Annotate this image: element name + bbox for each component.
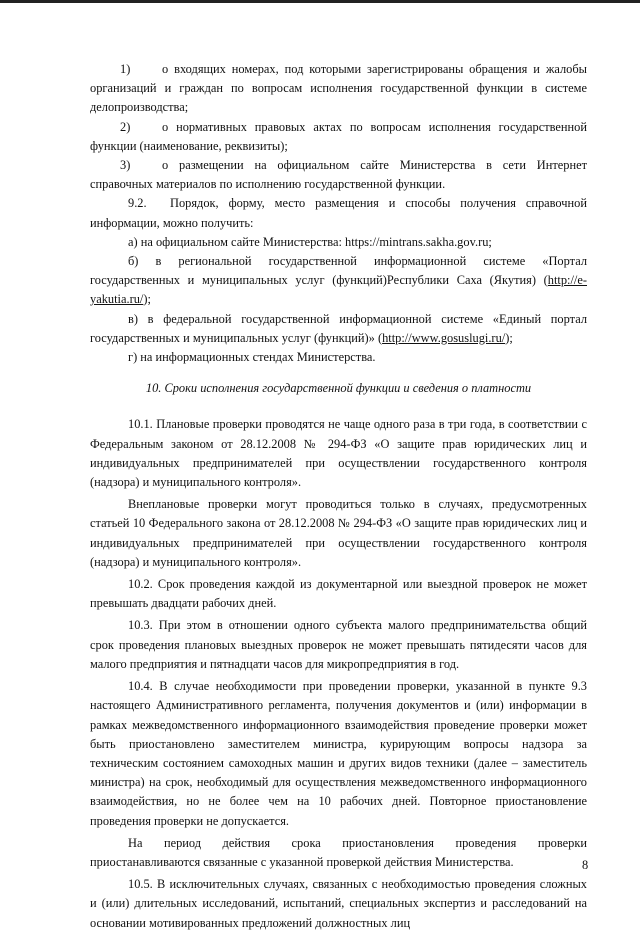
gosuslugi-link[interactable]: http://www.gosuslugi.ru/ (382, 330, 506, 345)
list-item-text: о нормативных правовых актах по вопросам исполнения государственной функции (наименование, реквизиты); (90, 119, 587, 153)
section-heading: 10. Сроки исполнения государственной функции и сведения о платности (145, 381, 532, 396)
list-item-number: 1) (120, 62, 131, 76)
top-border-line (0, 0, 640, 3)
list-item-a: а) на официальном сайте Министерства: https://mintrans.sakha.gov.ru; (128, 234, 492, 249)
document-page (90, 60, 587, 933)
list-item-g: г) на информационных стендах Министерства. (128, 350, 376, 365)
list-item-number: 2) (120, 119, 131, 134)
list-item-b (90, 252, 587, 310)
paragraph-10-1: 10.1. Плановые проверки проводятся не чаще одного раза в три года, в соответствии с Федеральным законом от 28.12.2008 № 294-ФЗ «О защите прав юридических лиц и индивидуальных предпринимателей при осуществлении государственного контроля (надзора) и муниципального контроля». (90, 417, 587, 490)
page-number: 8 (582, 858, 589, 872)
list-item-v (90, 310, 587, 348)
paragraph-period: На период действия срока приостановления проведения проверки приостанавливаются связанные с указанной проверкой действия Министерства. (90, 835, 587, 869)
list-item-2 (90, 118, 587, 156)
list-item-text: б) в региональной государственной информационной системе «Портал государственных и муниципальных услуг (функций)Республики Саха (Якутия) ( (90, 254, 587, 288)
list-item-text: в) в федеральной государственной информационной системе «Единый портал государственных и муниципальных услуг (функций)» ( (90, 311, 587, 345)
list-item-1 (90, 60, 587, 118)
paragraph-10-4: 10.4. В случае необходимости при проведении проверки, указанной в пункте 9.3 настоящего Административного регламента, получения документов и (или) информации в рамках межведомственного информационного взаимодействия проведение проверки может быть приостановлено заместителем министра, курирующим вопросы надзора за техническим состоянием самоходных машин и других видов техники (далее – заместитель министра) на срок, необходимый для осуществления межведомственного информационного взаимодействия, но не более чем на 10 рабочих дней. Повторное приостановление проведения проверки не допускается. (90, 679, 587, 828)
list-item-3 (90, 156, 587, 194)
paragraph-10-3: 10.3. При этом в отношении одного субъекта малого предпринимательства общий срок проведения плановых выездных проверок не может превышать пятидесяти часов для малого предприятия и пятнадцати часов для микропредприятия в год. (90, 618, 587, 671)
paragraph-9-2 (90, 194, 587, 232)
list-item-text: о размещении на официальном сайте Министерства в сети Интернет справочных материалов по исполнению государственной функции. (90, 158, 587, 192)
list-item-end: ); (143, 292, 151, 307)
list-item-number: 3) (120, 158, 131, 173)
paragraph-10-2: 10.2. Срок проведения каждой из документарной или выездной проверок не может превышать двадцати рабочих дней. (90, 577, 587, 611)
list-item-end: ); (505, 330, 513, 345)
e-yakutia-link[interactable]: http://e-yakutia.ru/ (90, 273, 587, 307)
paragraph-10-5: 10.5. В исключительных случаях, связанных с необходимостью проведения сложных и (или) длительных исследований, испытаний, специальных экспертиз и расследований на основании мотивированных предложений должностных лиц (90, 877, 587, 930)
paragraph-text: Порядок, форму, место размещения и способы получения справочной информации, можно получить: (90, 196, 587, 230)
paragraph-unplanned: Внеплановые проверки могут проводиться только в случаях, предусмотренных статьей 10 Федерального закона от 28.12.2008 № 294-ФЗ «О защите прав юридических лиц и индивидуальных предпринимателей при осуществлении государственного контроля (надзора) и муниципального контроля». (90, 497, 587, 569)
list-item-text: о входящих номерах, под которыми зарегистрированы обращения и жалобы организаций и граждан по вопросам исполнения государственной функции в системе делопроизводства; (90, 62, 587, 115)
paragraph-number: 9.2. (128, 196, 147, 211)
